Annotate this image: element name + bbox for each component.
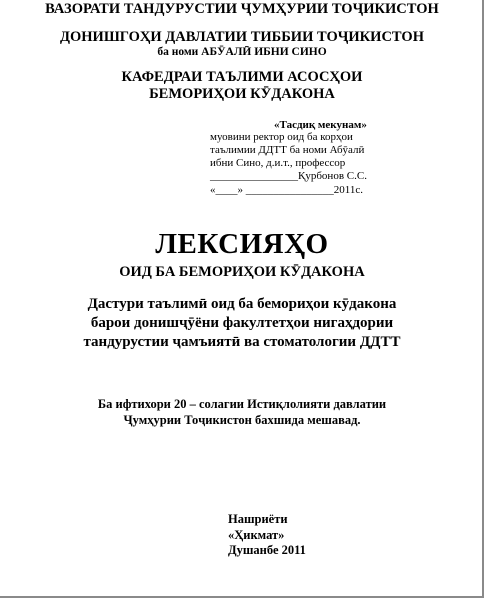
approval-heading: «Тасдиқ мекунам» (274, 119, 367, 131)
description-line-1: Дастури таълимӣ оид ба бемориҳои кӯдакона (87, 296, 397, 312)
honor-line-1: Ба ифтихори 20 – солагии Истиқлолияти давлатии (97, 397, 387, 411)
approval-date-line: «____» ________________2011с. (210, 184, 363, 196)
university-heading: ДОНИШГОҲИ ДАВЛАТИИ ТИББИИ ТОҶИКИСТОН (60, 29, 424, 45)
approval-line-1: муовини ректор оид ба корҳои (210, 131, 353, 143)
publisher-name: «Ҳикмат» (228, 528, 285, 542)
approval-line-3: ибни Сино, д.и.т., профессор (210, 157, 346, 169)
approval-signature-line: ________________Қурбонов С.С. (210, 170, 367, 182)
department-heading-line2: БЕМОРИҲОИ КӮДАКОНА (149, 86, 335, 102)
approval-line-2: таълимии ДДТТ ба номи Абӯалӣ (210, 144, 365, 156)
document-subtitle: ОИД БА БЕМОРИҲОИ КӮДАКОНА (119, 264, 365, 280)
description-line-2: барои донишҷӯёни факултетҳои нигаҳдории (90, 315, 394, 331)
department-heading-line1: КАФЕДРАИ ТАЪЛИМИ АСОСҲОИ (121, 69, 363, 85)
publication-place-year: Душанбе 2011 (228, 543, 306, 557)
university-named-after: ба номи АБӮАЛӢ ИБНИ СИНО (157, 46, 327, 58)
description-line-3: тандурустии ҷамъиятӣ ва стоматологии ДДТТ (83, 334, 401, 350)
honor-line-2: Ҷумҳурии Тоҷикистон бахшида мешавад. (123, 413, 361, 427)
document-title: ЛЕКСИЯҲО (155, 228, 329, 260)
ministry-heading: ВАЗОРАТИ ТАНДУРУСТИИ ҶУМҲУРИИ ТОҶИКИСТОН (45, 1, 439, 17)
publisher-label: Нашриёти (228, 512, 288, 526)
